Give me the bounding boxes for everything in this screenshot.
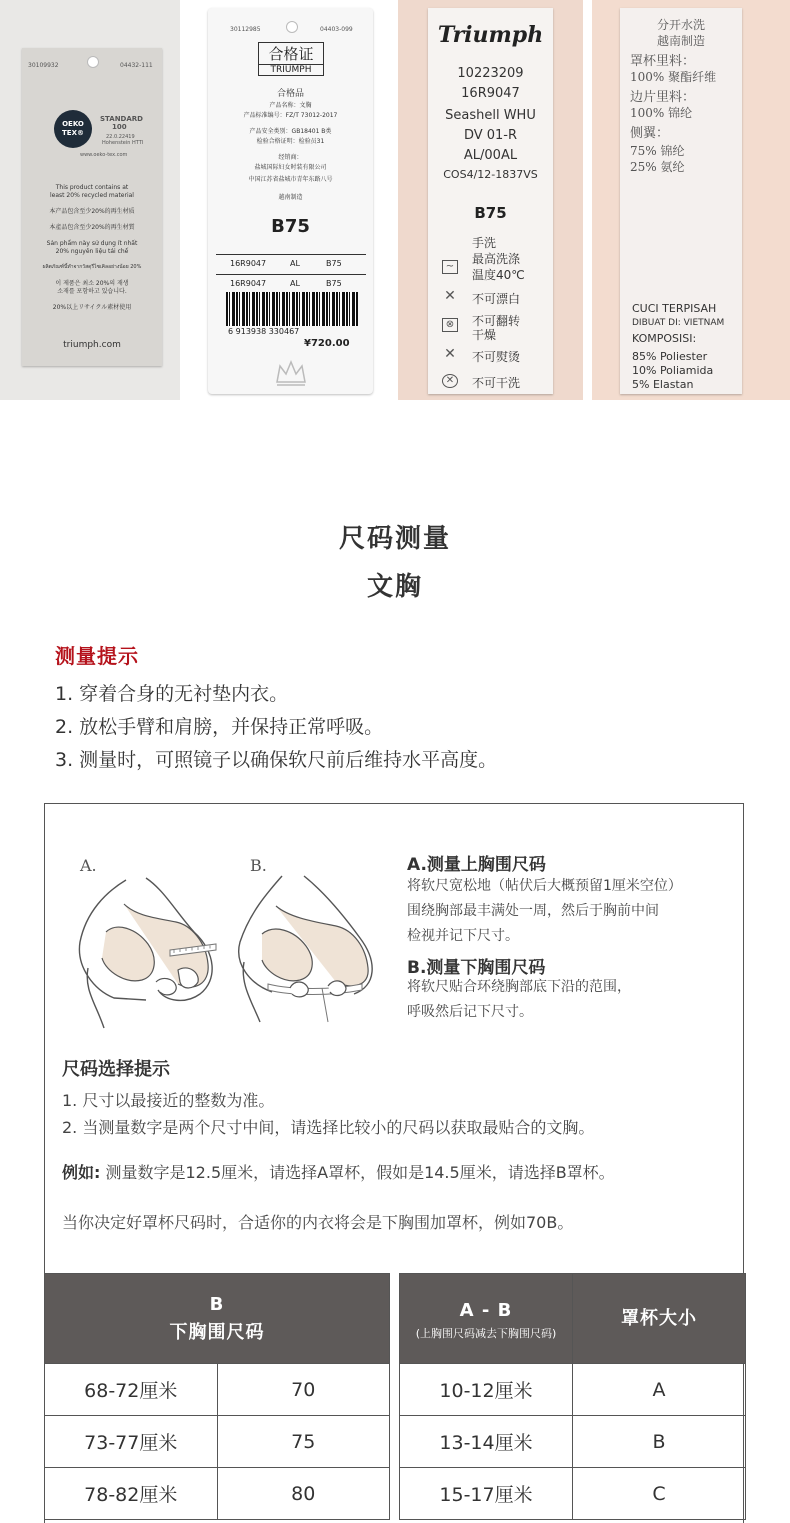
cert-text: 22.0.22419 xyxy=(106,134,135,140)
table-row xyxy=(45,1416,390,1468)
under-bust-illustration xyxy=(232,872,382,1032)
header-text: A - B xyxy=(459,1299,513,1321)
cert-row: 16R9047 xyxy=(230,279,267,288)
logo-text: TEX® xyxy=(62,129,84,137)
table-cell: 75 xyxy=(217,1416,390,1468)
care-text: 干燥 xyxy=(472,328,497,342)
standard-text: STANDARD xyxy=(100,115,143,123)
care-text: 手洗 xyxy=(472,236,497,250)
sewn-label xyxy=(428,8,553,394)
table-row xyxy=(45,1364,390,1416)
comp-line: CUCI TERPISAH xyxy=(632,302,717,315)
cert-row: AL xyxy=(290,259,300,268)
crown-icon xyxy=(274,358,308,388)
comp-line: 5% Elastan xyxy=(632,378,694,391)
example-text xyxy=(62,1160,615,1183)
comp-line: 10% Poliamida xyxy=(632,364,714,377)
care-text: 温度40℃ xyxy=(472,268,525,282)
label-photo-2 xyxy=(190,0,390,400)
brand-logo: Triumph xyxy=(437,22,544,48)
cert-row: 16R9047 xyxy=(230,259,267,268)
measure-text-line: 围绕胸部最丰满处一周，然后于胸前中间 xyxy=(407,903,659,919)
table-row xyxy=(45,1468,390,1520)
size-select-item: 1. 尺寸以最接近的整数为准。 xyxy=(62,1091,275,1110)
tag-code: 04432-111 xyxy=(120,62,153,69)
cert-row: B75 xyxy=(326,259,342,268)
tag-line: 소재를 포함하고 있습니다. xyxy=(57,288,127,295)
header-text: 下胸围尺码 xyxy=(169,1321,265,1343)
comp-line: 85% Poliester xyxy=(632,350,708,363)
cert-text: www.oeko-tex.com xyxy=(80,152,128,158)
example-label: 例如: xyxy=(62,1163,101,1182)
cert-text: Hohenstein HTTI xyxy=(102,140,144,146)
cert-info: 盐城国际妇女时装有限公司 xyxy=(254,164,327,171)
comp-line: 100% 聚酯纤维 xyxy=(630,70,717,84)
tag-code: 30112985 xyxy=(230,26,261,33)
barcode xyxy=(226,292,358,326)
header-subtext: (上胸围尺码减去下胸围尺码) xyxy=(415,1326,557,1340)
label-line: COS4/12-1837VS xyxy=(443,168,538,181)
cert-size: B75 xyxy=(271,216,310,237)
cert-info: 经销商： xyxy=(278,154,303,161)
cert-info: 产品安全类别：GB18401 B类 xyxy=(249,128,332,135)
measure-a-text xyxy=(407,874,682,949)
comp-line: 25% 氨纶 xyxy=(630,160,685,174)
comp-line: 边片里料： xyxy=(630,90,696,105)
tag-code: 30109932 xyxy=(28,62,59,69)
cert-info: 越南制造 xyxy=(278,194,303,201)
size-select-title: 尺码选择提示 xyxy=(62,1059,170,1080)
table-cell: 15-17厘米 xyxy=(400,1468,573,1520)
difference-header xyxy=(400,1274,573,1364)
oeko-tex-tag xyxy=(22,48,162,366)
barcode-number: 6 913938 330467 xyxy=(228,327,300,336)
tag-line: Sản phẩm này sử dụng ít nhất xyxy=(46,240,138,247)
label-photo-1 xyxy=(0,0,180,400)
label-line: AL/00AL xyxy=(463,148,518,163)
label-line: 16R9047 xyxy=(461,86,520,101)
underbust-table xyxy=(44,1273,390,1520)
tip-item: 2. 放松手臂和肩膀，并保持正常呼吸。 xyxy=(55,716,384,738)
tag-line: 20% nguyên liệu tái chế xyxy=(55,248,129,255)
table-row xyxy=(400,1416,746,1468)
price: ¥720.00 xyxy=(304,338,350,349)
measure-b-text xyxy=(407,975,631,1025)
tips-list xyxy=(55,678,497,777)
cup-size-table xyxy=(399,1273,746,1520)
label-size: B75 xyxy=(474,204,507,222)
tag-line: 이 제품은 최소 20%의 재생 xyxy=(55,280,129,287)
no-tumble-dry-icon: ⊗ xyxy=(442,318,458,332)
cert-grade: 合格品 xyxy=(276,89,304,99)
standard-text: 100 xyxy=(112,123,127,131)
measure-text-line: 将软尺贴合环绕胸部底下沿的范围， xyxy=(407,979,631,995)
underbust-header xyxy=(45,1274,390,1364)
comp-line: 75% 锦纶 xyxy=(630,144,685,158)
section-subtitle: 文胸 xyxy=(366,572,423,602)
table-row xyxy=(400,1364,746,1416)
logo-text: OEKO xyxy=(62,120,84,128)
care-text: 不可翻转 xyxy=(472,314,521,328)
comp-line: DIBUAT DI: VIETNAM xyxy=(632,318,725,328)
cert-box xyxy=(258,42,324,76)
figure-label-b: B. xyxy=(250,856,267,875)
tag-site: triumph.com xyxy=(63,340,121,350)
cert-info: 检验合格证明：检验员31 xyxy=(256,138,325,145)
tips-title: 测量提示 xyxy=(55,644,139,668)
tag-line: This product contains at xyxy=(55,184,129,191)
table-cell: 13-14厘米 xyxy=(400,1416,573,1468)
final-note: 当你决定好罩杯尺码时，合适你的内衣将会是下胸围加罩杯，例如70B。 xyxy=(62,1213,574,1232)
measure-a-title: A.测量上胸围尺码 xyxy=(407,855,546,875)
tag-hole xyxy=(87,56,99,68)
tip-item: 1. 穿着合身的无衬垫内衣。 xyxy=(55,683,289,705)
care-text: 不可熨烫 xyxy=(472,350,521,364)
no-dry-clean-icon: ✕ xyxy=(442,374,458,388)
care-text: 最高洗涤 xyxy=(472,252,521,266)
handwash-icon: ~ xyxy=(442,260,458,274)
cert-row: B75 xyxy=(326,279,342,288)
tag-code: 04403-099 xyxy=(320,26,353,33)
divider xyxy=(216,254,366,255)
comp-line: 分开水洗 xyxy=(656,18,705,32)
cert-title: 合格证 xyxy=(268,45,314,63)
upper-bust-illustration xyxy=(66,872,226,1032)
table-cell: 10-12厘米 xyxy=(400,1364,573,1416)
label-photos xyxy=(0,0,790,400)
label-line: Seashell WHU xyxy=(445,108,536,123)
section-title: 尺码测量 xyxy=(338,524,451,554)
tag-line: 20%以上リサイクル素材使用 xyxy=(52,304,132,311)
cert-row: AL xyxy=(290,279,300,288)
label-line: DV 01-R xyxy=(463,128,518,143)
table-cell: B xyxy=(573,1416,746,1468)
size-select-list xyxy=(62,1087,594,1141)
cert-brand: TRIUMPH xyxy=(259,64,323,75)
tag-hole xyxy=(286,21,298,33)
example-body: 测量数字是12.5厘米，请选择A罩杯，假如是14.5厘米，请选择B罩杯。 xyxy=(100,1163,615,1182)
table-cell: 73-77厘米 xyxy=(45,1416,218,1468)
figure-label-a: A. xyxy=(80,856,97,875)
tag-line: 本產品包含至少20%的再生材質 xyxy=(49,224,135,231)
comp-line: 罩杯里料： xyxy=(630,54,696,69)
label-photo-3 xyxy=(398,0,583,400)
tip-item: 3. 测量时，可照镜子以确保软尺前后维持水平高度。 xyxy=(55,749,498,771)
label-photo-4 xyxy=(592,0,790,400)
table-row xyxy=(400,1468,746,1520)
label-line: 10223209 xyxy=(457,66,524,81)
no-iron-icon: ✕ xyxy=(444,346,456,362)
no-bleach-icon: ✕ xyxy=(444,288,456,304)
composition-label xyxy=(620,8,742,394)
comp-line: 侧翼： xyxy=(630,126,670,141)
table-cell: 68-72厘米 xyxy=(45,1364,218,1416)
comp-line: 100% 锦纶 xyxy=(630,106,693,120)
table-cell: C xyxy=(573,1468,746,1520)
header-text: B xyxy=(209,1293,225,1315)
measure-text-line: 将软尺宽松地（帖伏后大概预留1厘米空位） xyxy=(407,878,682,894)
measure-b-title: B.测量下胸围尺码 xyxy=(407,958,546,978)
care-text: 不可漂白 xyxy=(472,292,521,306)
cert-info: 产品标准编号：FZ/T 73012-2017 xyxy=(243,112,338,119)
tag-line: ผลิตภัณฑ์นี้ทำจากวัสดุรีไซเคิลอย่างน้อย 20% xyxy=(42,264,142,270)
table-cell: 70 xyxy=(217,1364,390,1416)
table-cell: 80 xyxy=(217,1468,390,1520)
measure-text-line: 检视并记下尺寸。 xyxy=(407,928,519,944)
cert-info: 产品名称：文胸 xyxy=(269,102,312,109)
tag-line: 本产品包含至少20%的再生材质 xyxy=(49,208,135,215)
care-text: 不可干洗 xyxy=(472,376,521,390)
tag-line: least 20% recycled material xyxy=(50,192,134,199)
table-cell: 78-82厘米 xyxy=(45,1468,218,1520)
cup-size-header: 罩杯大小 xyxy=(573,1274,746,1364)
cert-info: 中国江苏省盐城市青年东路八号 xyxy=(248,176,333,183)
table-cell: A xyxy=(573,1364,746,1416)
size-select-item: 2. 当测量数字是两个尺寸中间，请选择比较小的尺码以获取最贴合的文胸。 xyxy=(62,1118,595,1137)
oeko-tex-logo xyxy=(54,110,92,148)
comp-line: 越南制造 xyxy=(656,34,705,48)
certificate-tag xyxy=(208,8,373,394)
measure-text-line: 呼吸然后记下尺寸。 xyxy=(407,1004,533,1020)
comp-line: KOMPOSISI: xyxy=(632,332,697,345)
divider xyxy=(216,274,366,275)
